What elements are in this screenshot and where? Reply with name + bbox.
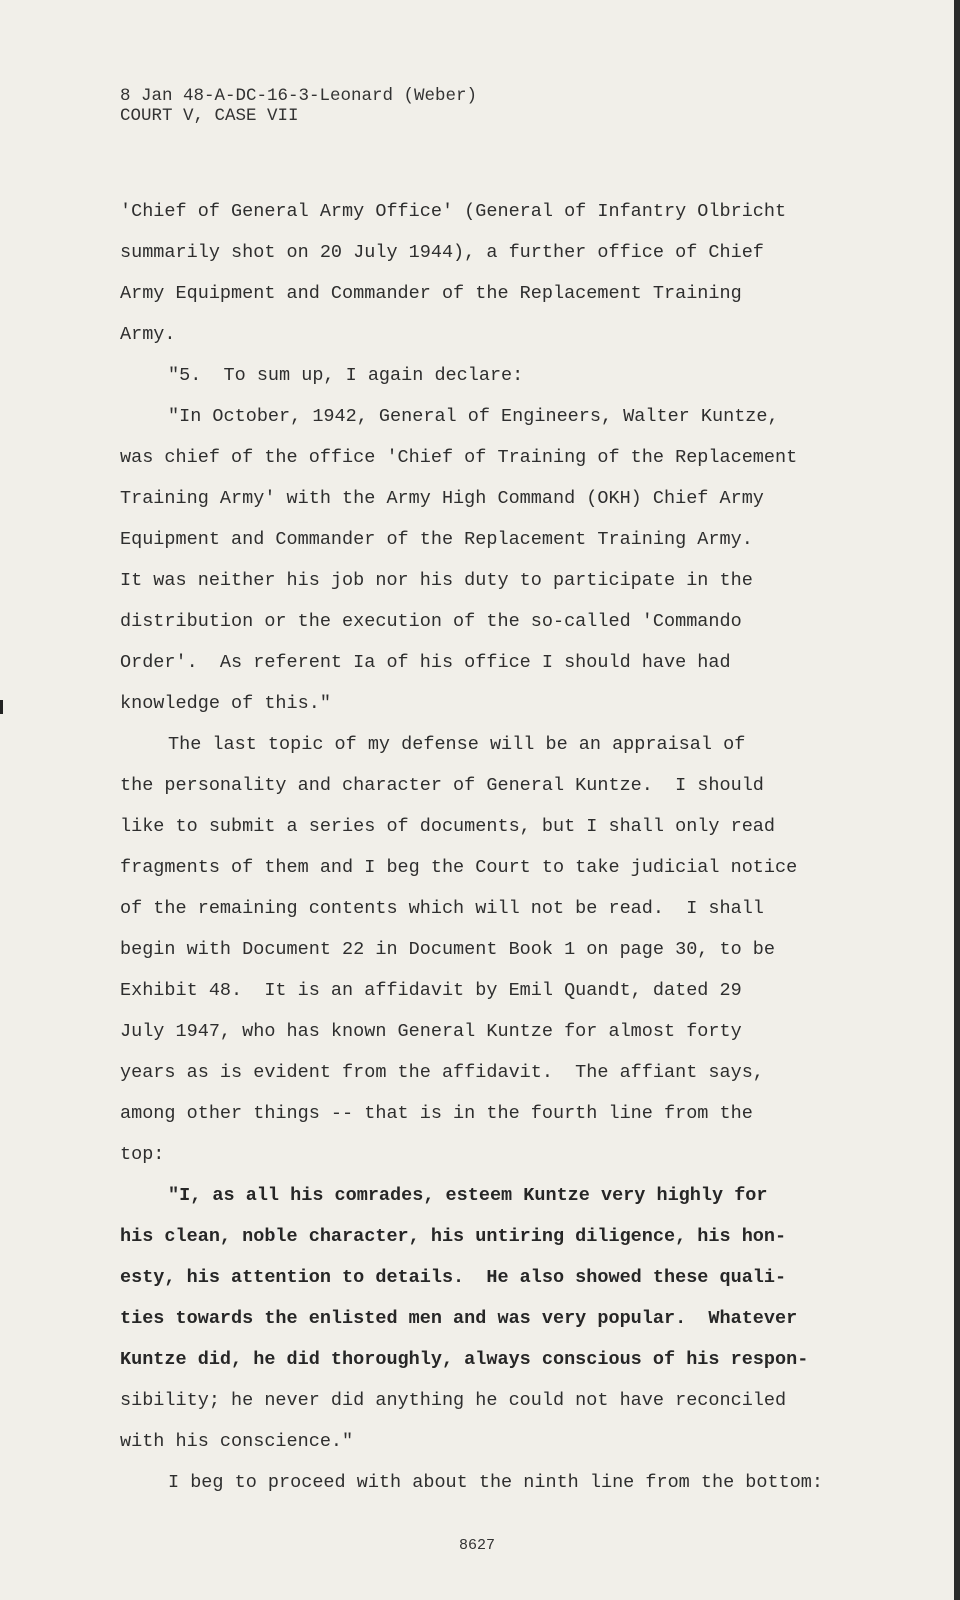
body-line: sibility; he never did anything he could not have reconciled — [120, 1390, 787, 1411]
document-header — [120, 86, 477, 126]
page-number: 8627 — [458, 1537, 495, 1554]
body-line: I beg to proceed with about the ninth line from the bottom: — [168, 1472, 824, 1493]
body-line: his clean, noble character, his untiring diligence, his hon- — [120, 1226, 787, 1247]
body-line: knowledge of this." — [120, 693, 331, 714]
body-line: Exhibit 48. It is an affidavit by Emil Quandt, dated 29 — [120, 980, 742, 1001]
body-line: of the remaining contents which will not be read. I shall — [120, 898, 764, 919]
body-line: Order'. As referent Ia of his office I should have had — [120, 652, 731, 673]
binding-mark — [0, 700, 3, 714]
body-line: It was neither his job nor his duty to participate in the — [120, 570, 753, 591]
body-line: ties towards the enlisted men and was very popular. Whatever — [120, 1308, 798, 1329]
body-line: "5. To sum up, I again declare: — [168, 365, 524, 386]
body-line: July 1947, who has known General Kuntze for almost forty — [120, 1021, 742, 1042]
body-line: the personality and character of General Kuntze. I should — [120, 775, 764, 796]
body-line: like to submit a series of documents, but I shall only read — [120, 816, 776, 837]
body-line: with his conscience." — [120, 1431, 354, 1452]
body-line: The last topic of my defense will be an appraisal of — [168, 734, 746, 755]
body-line: Kuntze did, he did thoroughly, always conscious of his respon- — [120, 1349, 809, 1370]
body-line: 'Chief of General Army Office' (General of Infantry Olbricht — [120, 201, 787, 222]
body-line: top: — [120, 1144, 165, 1165]
header-court-case-line: COURT V, CASE VII — [120, 106, 299, 126]
body-line: Equipment and Commander of the Replacement Training Army. — [120, 529, 753, 550]
body-line: among other things -- that is in the fourth line from the — [120, 1103, 753, 1124]
body-line: fragments of them and I beg the Court to take judicial notice — [120, 857, 798, 878]
body-line: Training Army' with the Army High Command (OKH) Chief Army — [120, 488, 764, 509]
body-line: distribution or the execution of the so-called 'Commando — [120, 611, 742, 632]
body-line: years as is evident from the affidavit. The affiant says, — [120, 1062, 764, 1083]
body-line: Army. — [120, 324, 176, 345]
body-line: "I, as all his comrades, esteem Kuntze very highly for — [168, 1185, 768, 1206]
body-line: Army Equipment and Commander of the Replacement Training — [120, 283, 742, 304]
body-line: summarily shot on 20 July 1944), a further office of Chief — [120, 242, 764, 263]
body-line: esty, his attention to details. He also showed these quali- — [120, 1267, 787, 1288]
body-line: "In October, 1942, General of Engineers, Walter Kuntze, — [168, 406, 779, 427]
body-line: begin with Document 22 in Document Book 1 on page 30, to be — [120, 939, 776, 960]
header-reference-line: 8 Jan 48-A-DC-16-3-Leonard (Weber) — [120, 86, 478, 106]
body-line: was chief of the office 'Chief of Training of the Replacement — [120, 447, 798, 468]
